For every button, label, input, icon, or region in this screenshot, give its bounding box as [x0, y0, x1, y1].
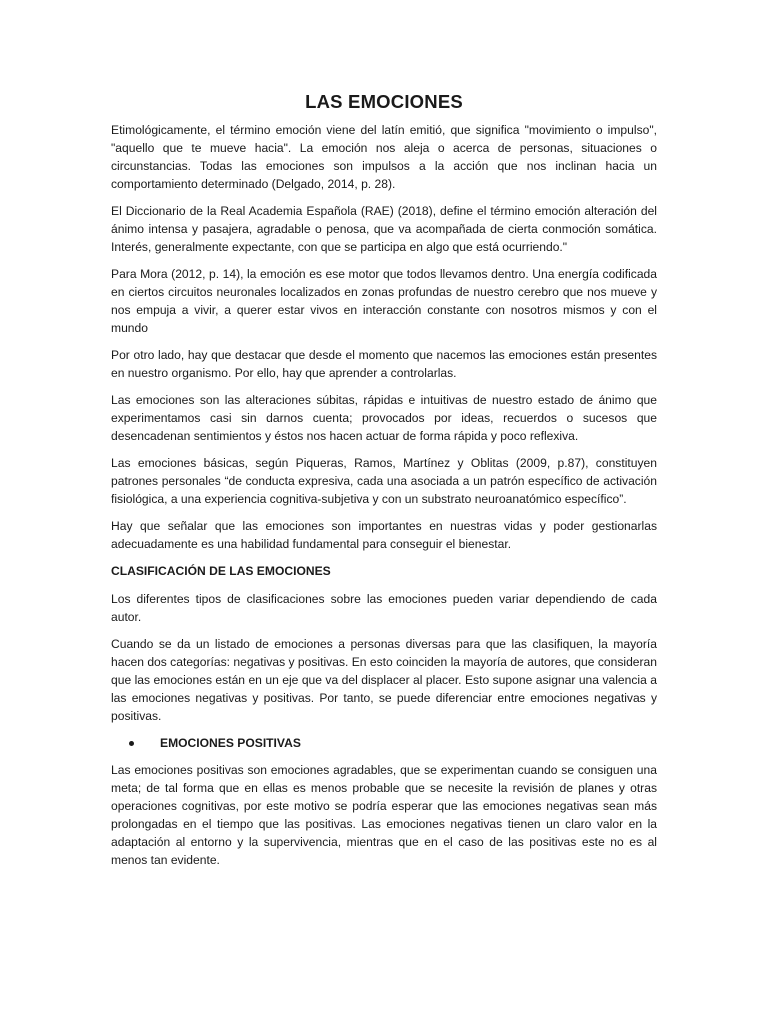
- paragraph-classification-types: Los diferentes tipos de clasificaciones sobre las emociones pueden variar dependiendo de cada autor.: [111, 592, 657, 624]
- paragraph-birth: Por otro lado, hay que destacar que desde el momento que nacemos las emociones están presentes en nuestro organismo. Por ello, hay que aprender a controlarlas.: [111, 348, 657, 380]
- paragraph-etymology: Etimológicamente, el término emoción viene del latín emitió, que significa "movimiento o impulso", "aquello que te mueve hacia". La emoción nos aleja o acerca de personas, situaciones o circunstancias. Todas las emociones son impulsos a la acción que nos inclinan hacia un comportamiento determinado (Delgado, 2014, p. 28).: [111, 123, 657, 191]
- bullet-heading-positive: EMOCIONES POSITIVAS: [160, 736, 301, 750]
- paragraph-wellbeing: Hay que señalar que las emociones son importantes en nuestras vidas y poder gestionarlas adecuadamente es una habilidad fundamental para conseguir el bienestar.: [111, 519, 657, 551]
- bullet-icon: [129, 741, 134, 746]
- paragraph-mora: Para Mora (2012, p. 14), la emoción es ese motor que todos llevamos dentro. Una energía codificada en ciertos circuitos neuronales localizados en zonas profundas de nuestro cerebro que nos mueve y nos empuja a vivir, a querer estar vivos en interacción constante con nosotros mismos y con el mundo: [111, 267, 657, 335]
- paragraph-classification-categories: Cuando se da un listado de emociones a personas diversas para que las clasifiquen, la mayoría hacen dos categorías: negativas y positivas. En esto coinciden la mayoría de autores, que consideran que las emociones están en un eje que va del displacer al placer. Esto supone asignar una valencia a las emociones negativas y positivas. Por tanto, se puede diferenciar entre emociones negativas y positivas.: [111, 637, 657, 723]
- document-title: LAS EMOCIONES: [305, 91, 463, 112]
- paragraph-rae-definition: El Diccionario de la Real Academia Española (RAE) (2018), define el término emoción alteración del ánimo intensa y pasajera, agradable o penosa, que va acompañada de cierta conmoción somática. Interés, generalmente expectante, con que se participa en algo que está ocurriendo.": [111, 204, 657, 254]
- paragraph-basic-emotions: Las emociones básicas, según Piqueras, Ramos, Martínez y Oblitas (2009, p.87), constituyen patrones personales “de conducta expresiva, cada una asociada a un patrón específico de activación fisiológica, a una experiencia cognitiva-subjetiva y con un substrato neuroanatómico específico”.: [111, 456, 657, 506]
- document-body: [111, 84, 657, 878]
- paragraph-positive-emotions: Las emociones positivas son emociones agradables, que se experimentan cuando se consiguen una meta; de tal forma que en ellas es menos probable que se necesite la revisión de planes y otras operaciones cognitivas, por este motivo se podría esperar que las emociones negativas sean más prolongadas en el tiempo que las positivas. Las emociones negativas tienen un claro valor en la adaptación al entorno y la supervivencia, mientras que en el caso de las positivas este no es al menos tan evidente.: [111, 763, 657, 867]
- bullet-item-positive-emotions: [111, 734, 657, 752]
- paragraph-alterations: Las emociones son las alteraciones súbitas, rápidas e intuitivas de nuestro estado de ánimo que experimentamos casi sin darnos cuenta; provocados por ideas, recuerdos o sucesos que desencadenan sentimientos y éstos nos hacen actuar de forma rápida y poco reflexiva.: [111, 393, 657, 443]
- section-heading-classification: CLASIFICACIÓN DE LAS EMOCIONES: [111, 564, 331, 578]
